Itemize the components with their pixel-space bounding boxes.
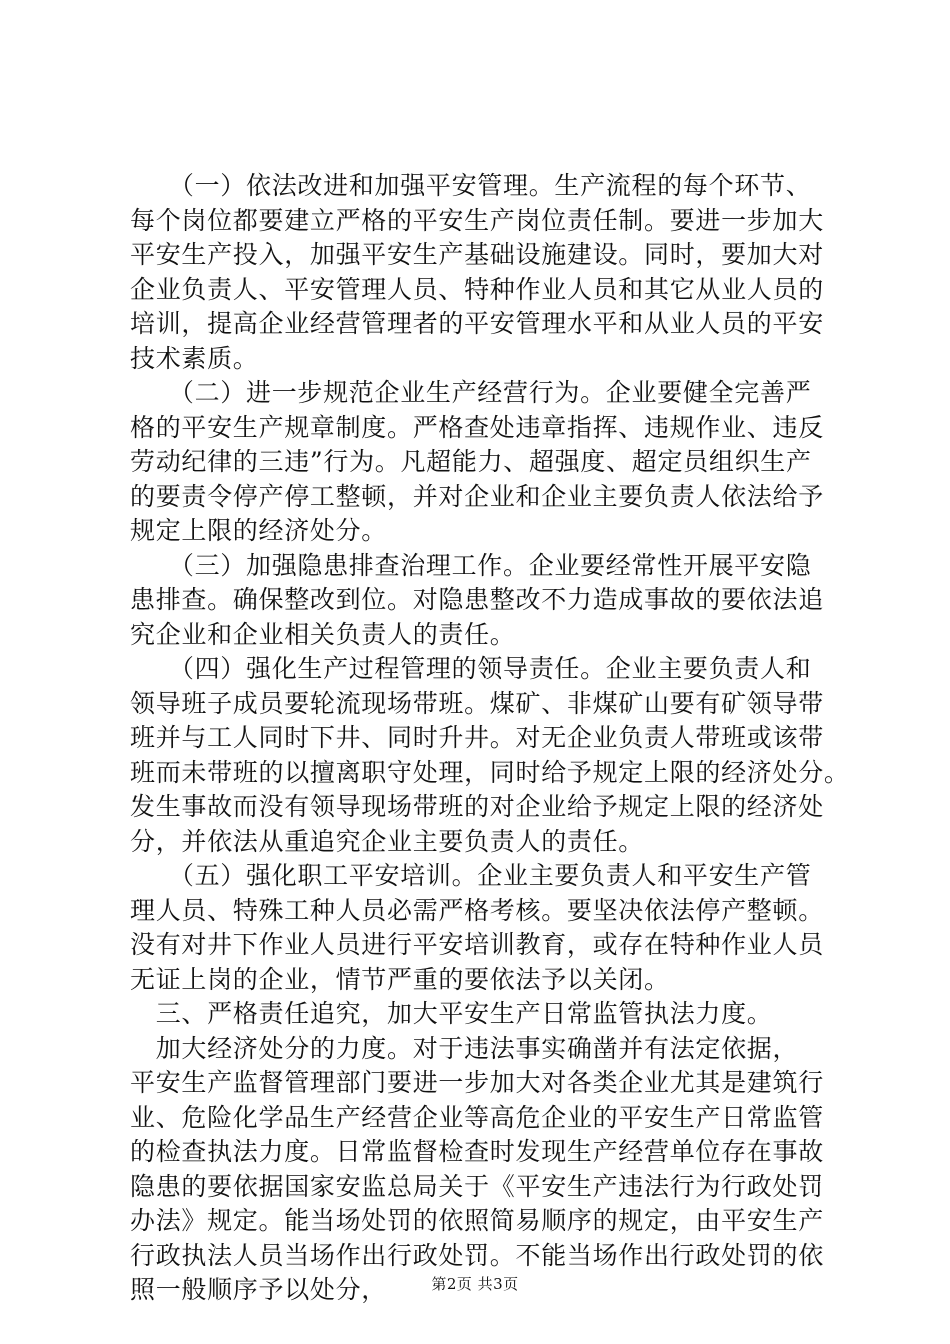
text-line: 规定上限的经济处分。 (130, 516, 388, 545)
text-line: 平安生产投入，加强平安生产基础设施建设。同时，要加大对 (130, 240, 824, 269)
text-line: 没有对井下作业人员进行平安培训教育，或存在特种作业人员 (130, 930, 824, 959)
page-footer: 第2页 共3页 (431, 1275, 519, 1293)
text-line: 发生事故而没有领导现场带班的对企业给予规定上限的经济处 (130, 792, 824, 821)
text-line: 班而未带班的以擅离职守处理，同时给予规定上限的经济处分。 (130, 757, 850, 787)
text-line: 企业负责人、平安管理人员、特种作业人员和其它从业人员的 (130, 274, 824, 304)
text-line: 每个岗位都要建立严格的平安生产岗位责任制。要进一步加大 (130, 205, 824, 235)
text-line: 患排查。确保整改到位。对隐患整改不力造成事故的要依法追 (130, 585, 824, 614)
body-text (130, 169, 850, 1308)
text-line: 加大经济处分的力度。对于违法事实确凿并有法定依据， (130, 1033, 799, 1063)
text-line: 的要责令停产停工整顿，并对企业和企业主要负责人依法给予 (130, 481, 824, 511)
text-line: 办法》规定。能当场处罚的依照简易顺序的规定，由平安生产 (130, 1206, 824, 1235)
text-line: 隐患的要依据国家安监总局关于《平安生产违法行为行政处罚 (130, 1171, 824, 1201)
text-line: （二）进一步规范企业生产经营行为。企业要健全完善严 (130, 378, 812, 407)
text-line: 格的平安生产规章制度。严格查处违章指挥、违规作业、违反 (130, 412, 824, 442)
text-line: 行政执法人员当场作出行政处罚。不能当场作出行政处罚的依 (130, 1240, 824, 1270)
text-line: 业、危险化学品生产经营企业等高危企业的平安生产日常监管 (130, 1102, 824, 1132)
text-line: 领导班子成员要轮流现场带班。煤矿、非煤矿山要有矿领导带 (130, 688, 824, 718)
text-line: 三、严格责任追究，加大平安生产日常监管执法力度。 (130, 999, 773, 1028)
text-line: 平安生产监督管理部门要进一步加大对各类企业尤其是建筑行 (130, 1068, 824, 1097)
text-line: 理人员、特殊工种人员必需严格考核。要坚决依法停产整顿。 (130, 895, 824, 925)
text-line: （五）强化职工平安培训。企业主要负责人和平安生产管 (130, 861, 812, 890)
text-line: （三）加强隐患排查治理工作。企业要经常性开展平安隐 (130, 550, 812, 580)
text-line: 培训，提高企业经营管理者的平安管理水平和从业人员的平安 (130, 309, 824, 338)
text-line: 无证上岗的企业，情节严重的要依法予以关闭。 (130, 964, 670, 994)
text-line: 分，并依法从重追究企业主要负责人的责任。 (130, 826, 645, 856)
text-line: 究企业和企业相关负责人的责任。 (130, 619, 516, 649)
text-line: 技术素质。 (130, 343, 259, 373)
text-line: （四）强化生产过程管理的领导责任。企业主要负责人和 (130, 654, 812, 683)
text-line: 照一般顺序予以处分， (130, 1275, 388, 1304)
text-line: 的检查执法力度。日常监督检查时发现生产经营单位存在事故 (130, 1137, 824, 1166)
text-line: （一）依法改进和加强平安管理。生产流程的每个环节、 (130, 171, 812, 200)
text-line: 劳动纪律的三违”行为。凡超能力、超强度、超定员组织生产 (130, 447, 812, 476)
text-line: 班并与工人同时下井、同时升井。对无企业负责人带班或该带 (130, 723, 824, 752)
